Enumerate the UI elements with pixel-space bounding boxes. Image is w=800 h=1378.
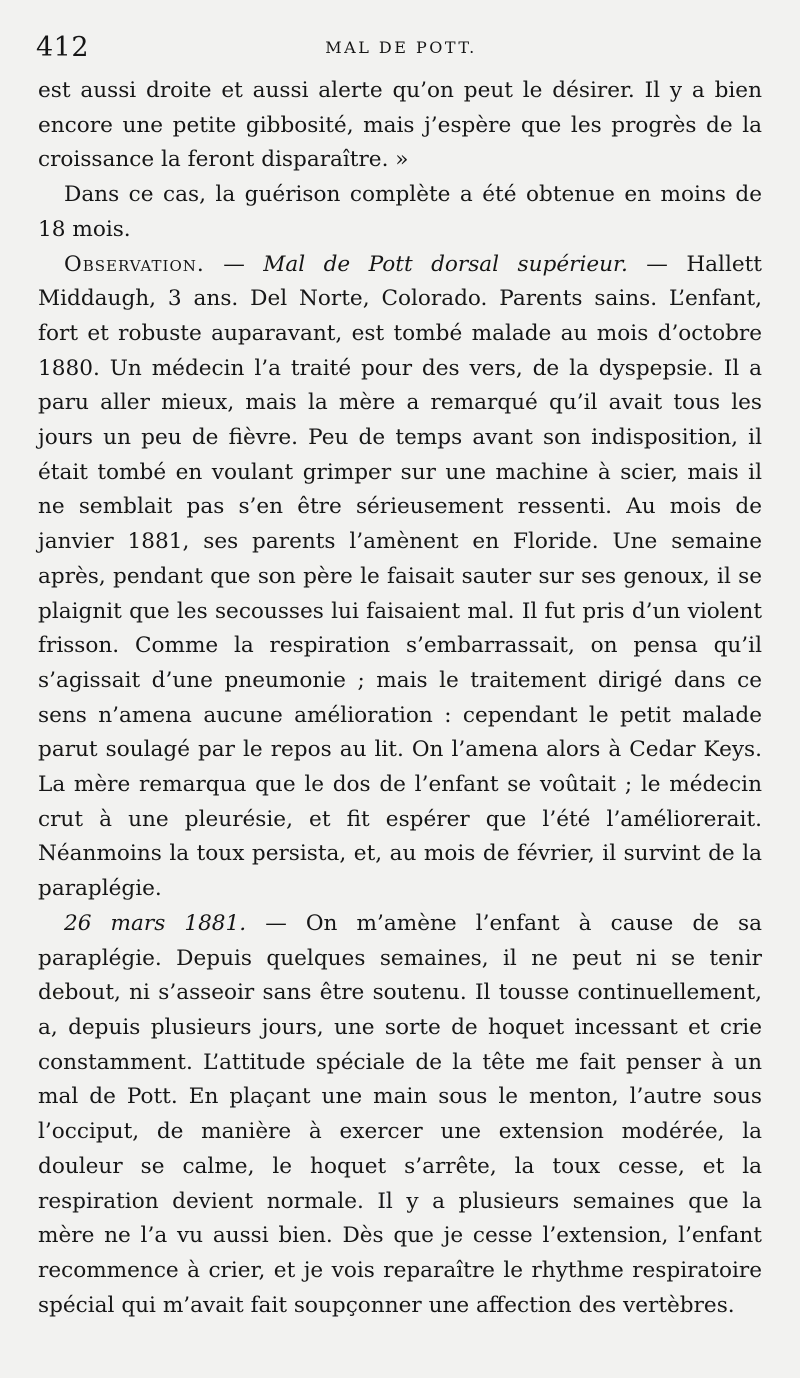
entry-date: 26 mars 1881. — [64, 910, 247, 936]
page-number: 412 — [36, 32, 90, 63]
paragraph-outcome: Dans ce cas, la guérison complète a été obtenue en moins de 18 mois. — [38, 182, 762, 242]
body-text — [38, 74, 762, 1323]
page-header — [36, 30, 766, 70]
paragraph-dated-entry — [38, 907, 762, 1323]
observation-body: — Hallett Middaugh, 3 ans. Del Norte, Colorado. Parents sains. L’enfant, fort et robuste auparavant, est tombé malade au mois d’octobre 1880. Un médecin l’a traité pour des vers, de la dyspepsie. Il a paru aller mieux, mais la mère a remarqué qu’il avait tous les jours un peu de fièvre. Peu de temps avant son indisposition, il était tombé en voulant grimper sur une machine à scier, mais il ne semblait pas s’en être sérieusement ressenti. Au mois de janvier 1881, ses parents l’amènent en Floride. Une semaine après, pendant que son père le faisait sauter sur ses genoux, il se plaignit que les secousses lui faisaient mal. Il fut pris d’un violent frisson. Comme la respiration s’embarrassait, on pensa qu’il s’agissait d’une pneumonie ; mais le traitement dirigé dans ce sens n’amena aucune amélioration : cependant le petit malade parut soulagé par le repos au lit. On l’amena alors à Cedar Keys. La mère remarqua que le dos de l’enfant se voûtait ; le médecin crut à une pleurésie, et fit espérer que l’été l’améliorerait. Néanmoins la toux persista, et, au mois de février, il survint de la paraplégie. — [38, 251, 762, 902]
paragraph-observation — [38, 248, 762, 907]
running-title: MAL DE POTT. — [325, 38, 477, 57]
observation-label: Observation. — [64, 251, 205, 277]
observation-title: Mal de Pott dorsal supérieur. — [263, 251, 628, 277]
paragraph-continuation: est aussi droite et aussi alerte qu’on peut le désirer. Il y a bien encore une petite gibbosité, mais j’espère que les progrès de la croissance la feront disparaître. » — [38, 78, 762, 173]
observation-dash: — — [204, 251, 264, 277]
entry-body: — On m’amène l’enfant à cause de sa paraplégie. Depuis quelques semaines, il ne peut ni se tenir debout, ni s’asseoir sans être soutenu. Il tousse continuellement, a, depuis plusieurs jours, une sorte de hoquet incessant et crie constamment. L’attitude spéciale de la tête me fait penser à un mal de Pott. En plaçant une main sous le menton, l’autre sous l’occiput, de manière à exercer une extension modérée, la douleur se calme, le hoquet s’arrête, la toux cesse, et la respiration devient normale. Il y a plusieurs semaines que la mère ne l’a vu aussi bien. Dès que je cesse l’extension, l’enfant recommence à crier, et je vois reparaître le rhythme respiratoire spécial qui m’avait fait soupçonner une affection des vertèbres. — [38, 910, 762, 1318]
